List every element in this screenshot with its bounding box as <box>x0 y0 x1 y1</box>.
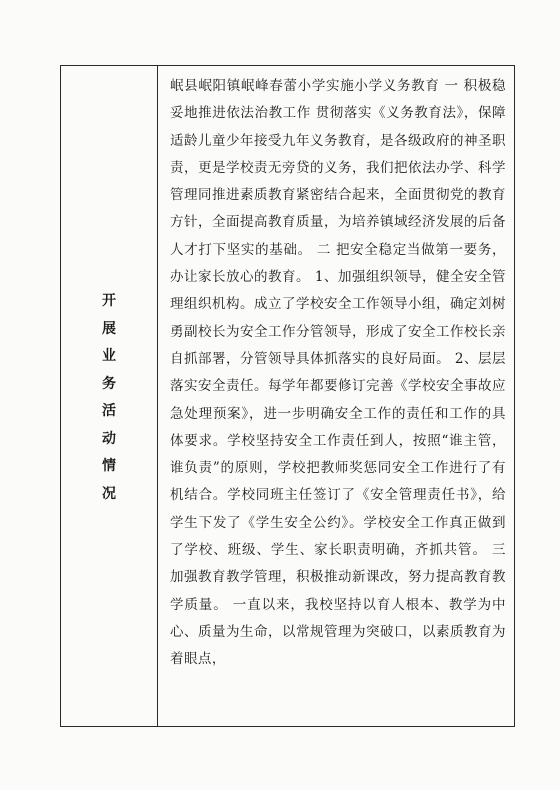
section-label-char: 展 <box>102 320 116 337</box>
section-label <box>61 288 157 508</box>
section-label-char: 情 <box>102 458 116 474</box>
section-label-char: 业 <box>102 348 116 364</box>
section-label-cell <box>61 66 158 726</box>
section-label-char: 况 <box>102 485 116 502</box>
activity-form-table <box>60 65 515 727</box>
section-label-char: 开 <box>102 293 116 309</box>
section-label-char: 务 <box>102 375 116 392</box>
section-label-char: 活 <box>102 403 116 419</box>
content-cell <box>158 66 514 726</box>
content-paragraph: 岷县岷阳镇岷峰春蕾小学实施小学义务教育 一 积极稳妥地推进依法治教工作 贯彻落实《义务教育法》，保障适龄儿童少年接受九年义务教育，是各级政府的神圣职责，更是学校责无旁贷的义务，我们把依法办学、科学管理同推进素质教育紧密结合起来，全面贯彻党的教育方针，全面提高教育质量，为培养镇域经济发展的后备人才打下坚实的基础。 二 把安全稳定当做第一要务，办让家长放心的教育。 1、加强组织领导，健全安全管理组织机构。成立了学校安全工作领导小组，确定刘树勇副校长为安全工作分管领导，形成了安全工作校长亲自抓部署，分管领导具体抓落实的良好局面。 2、层层落实安全责任。每学年都要修订完善《学校安全事故应急处理预案》，进一步明确安全工作的责任和工作的具体要求。学校坚持安全工作责任到人，按照“谁主管，谁负责”的原则，学校把教师奖惩同安全工作进行了有机结合。学校同班主任签订了《安全管理责任书》，给学生下发了《学生安全公约》。学校安全工作真正做到了学校、班级、学生、家长职责明确，齐抓共管。 三 加强教育教学管理，积极推动新课改，努力提高教育教学质量。 一直以来，我校坚持以育人根本、教学为中心、质量为生命，以常规管理为突破口，以素质教育为着眼点， <box>170 78 506 668</box>
section-label-char: 动 <box>102 430 116 447</box>
